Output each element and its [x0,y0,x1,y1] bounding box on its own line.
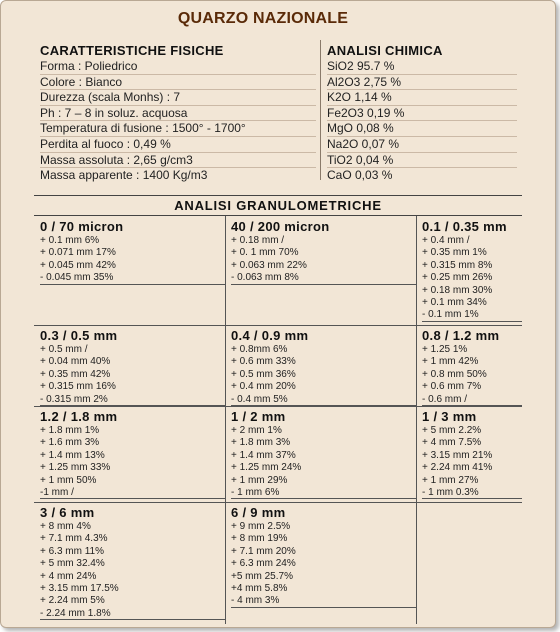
cell-row: + 0.25 mm 26% [422,272,493,284]
cell-row: - 0.315 mm 2% [40,394,225,406]
cell-row: + 3.15 mm 17.5% [40,582,119,594]
cell-title: 1 / 3 mm [422,409,477,424]
cell-row: + 1.8 mm 1% [40,425,100,436]
cell-row: - 0.6 mm / [422,394,522,406]
cell-row: + 4 mm 24% [40,570,97,582]
granulometry-cell [34,325,225,406]
cell-row: + 0.04 mm 40% [40,356,111,368]
physical-line: Forma : Poliedrico [40,59,316,75]
cell-row: + 1.6 mm 3% [40,437,100,449]
cell-row: + 0. 1 mm 70% [231,247,299,259]
physical-line: Colore : Bianco [40,75,316,91]
cell-title: 0.1 / 0.35 mm [422,219,507,234]
granulometry-cell [416,325,522,406]
cell-row: - 1 mm 6% [231,487,416,499]
cell-title: 1.2 / 1.8 mm [40,409,118,424]
cell-row: + 0.1 mm 6% [40,235,100,246]
page-title: QUARZO NAZIONALE [177,10,349,27]
cell-row: + 0.5 mm / [40,344,88,355]
cell-row: - 0.045 mm 35% [40,272,225,284]
cell-row: + 2.24 mm 41% [422,462,493,474]
granulometry-cell [34,216,225,285]
chemical-line: Fe2O3 0,19 % [327,106,517,122]
physical-line: Massa apparente : 1400 Kg/m3 [40,168,208,183]
granulometry-cell [416,406,522,499]
cell-row: + 0.6 mm 7% [422,381,482,393]
cell-row: + 0.071 mm 17% [40,247,116,259]
granulometric-grid [34,215,522,623]
physical-line: Durezza (scala Monhs) : 7 [40,90,316,106]
cell-row: + 4 mm 7.5% [422,437,482,449]
granulometry-cell [34,406,225,499]
cell-row: + 3.15 mm 21% [422,449,493,461]
cell-row: + 0.1 mm 34% [422,296,487,308]
cell-row: + 0.8 mm 50% [422,368,487,380]
physical-line: Massa assoluta : 2,65 g/cm3 [40,153,316,169]
cell-row: + 1 mm 50% [40,474,97,486]
cell-row: -1 mm / [40,487,225,499]
cell-row: + 1 mm 29% [231,474,288,486]
chemical-line: CaO 0,03 % [327,168,393,183]
cell-row: + 1.25 1% [422,344,468,355]
chemical-heading: ANALISI CHIMICA [327,43,443,58]
cell-row: +5 mm 25.7% [231,570,293,582]
cell-row: - 4 mm 3% [231,595,416,607]
cell-title: 40 / 200 micron [231,219,330,234]
cell-row: + 0.6 mm 33% [231,356,296,368]
cell-title: 0.8 / 1.2 mm [422,328,500,343]
physical-line: Perdita al fuoco : 0,49 % [40,137,316,153]
cell-row: + 9 mm 2.5% [231,521,291,532]
cell-row: + 0.18 mm 30% [422,284,493,296]
cell-row: + 0.045 mm 42% [40,259,116,271]
cell-title: 1 / 2 mm [231,409,286,424]
cell-row: + 0.4 mm / [422,235,470,246]
cell-row: + 5 mm 32.4% [40,558,105,570]
cell-title: 0 / 70 micron [40,219,124,234]
cell-row: - 2.24 mm 1.8% [40,608,225,620]
cell-row: + 0.35 mm 42% [40,368,111,380]
cell-row: + 8 mm 4% [40,521,91,532]
chemical-analysis [327,42,517,184]
cell-row: + 0.8mm 6% [231,344,288,355]
cell-row: - 0.1 mm 1% [422,309,522,321]
cell-row: + 0.18 mm / [231,235,285,246]
cell-row: + 1.25 mm 24% [231,462,302,474]
cell-title: 3 / 6 mm [40,505,95,520]
cell-row: + 0.063 mm 22% [231,259,307,271]
chemical-line: SiO2 95.7 % [327,59,517,75]
cell-row: - 0.063 mm 8% [231,272,416,284]
cell-title: 0.4 / 0.9 mm [231,328,309,343]
chemical-line: MgO 0,08 % [327,121,517,137]
physical-characteristics [40,42,316,184]
cell-row: +4 mm 5.8% [231,582,288,594]
cell-row: + 1.25 mm 33% [40,462,111,474]
column-divider [320,40,321,180]
chemical-line: K2O 1,14 % [327,90,517,106]
granulometry-cell [225,406,416,499]
granulometry-cell-empty [416,502,522,505]
chemical-line: Al2O3 2,75 % [327,75,517,91]
cell-row: + 6.3 mm 24% [231,558,296,570]
cell-row: + 1.4 mm 37% [231,449,296,461]
cell-row: + 0.315 mm 16% [40,381,116,393]
cell-row: + 8 mm 19% [231,533,288,545]
cell-row: + 0.315 mm 8% [422,259,493,271]
cell-title: 6 / 9 mm [231,505,286,520]
cell-row: + 7.1 mm 4.3% [40,533,108,545]
chemical-line: Na2O 0,07 % [327,137,517,153]
cell-title: 0.3 / 0.5 mm [40,328,118,343]
granulometry-cell [34,502,225,620]
cell-row: + 6.3 mm 11% [40,545,105,557]
cell-row: + 2.24 mm 5% [40,595,105,607]
cell-row: + 7.1 mm 20% [231,545,296,557]
cell-row: + 5 mm 2.2% [422,425,482,436]
granulometric-heading: ANALISI GRANULOMETRICHE [174,198,382,213]
granulometry-cell [225,502,416,608]
cell-row: - 0.4 mm 5% [231,394,416,406]
cell-row: - 1 mm 0.3% [422,487,522,499]
cell-row: + 1.8 mm 3% [231,437,291,449]
physical-line: Temperatura di fusione : 1500° - 1700° [40,121,316,137]
chemical-line: TiO2 0,04 % [327,153,517,169]
cell-row: + 1 mm 27% [422,474,479,486]
cell-row: + 1.4 mm 13% [40,449,105,461]
cell-row: + 0.35 mm 1% [422,247,487,259]
physical-heading: CARATTERISTICHE FISICHE [40,43,224,58]
granulometry-cell [416,216,522,322]
physical-line: Ph : 7 – 8 in soluz. acquosa [40,106,316,122]
cell-row: + 2 mm 1% [231,425,282,436]
granulometry-cell [225,325,416,406]
cell-row: + 0.5 mm 36% [231,368,296,380]
granulometry-cell [225,216,416,285]
section-divider [34,195,522,196]
cell-row: + 1 mm 42% [422,356,479,368]
cell-row: + 0.4 mm 20% [231,381,296,393]
